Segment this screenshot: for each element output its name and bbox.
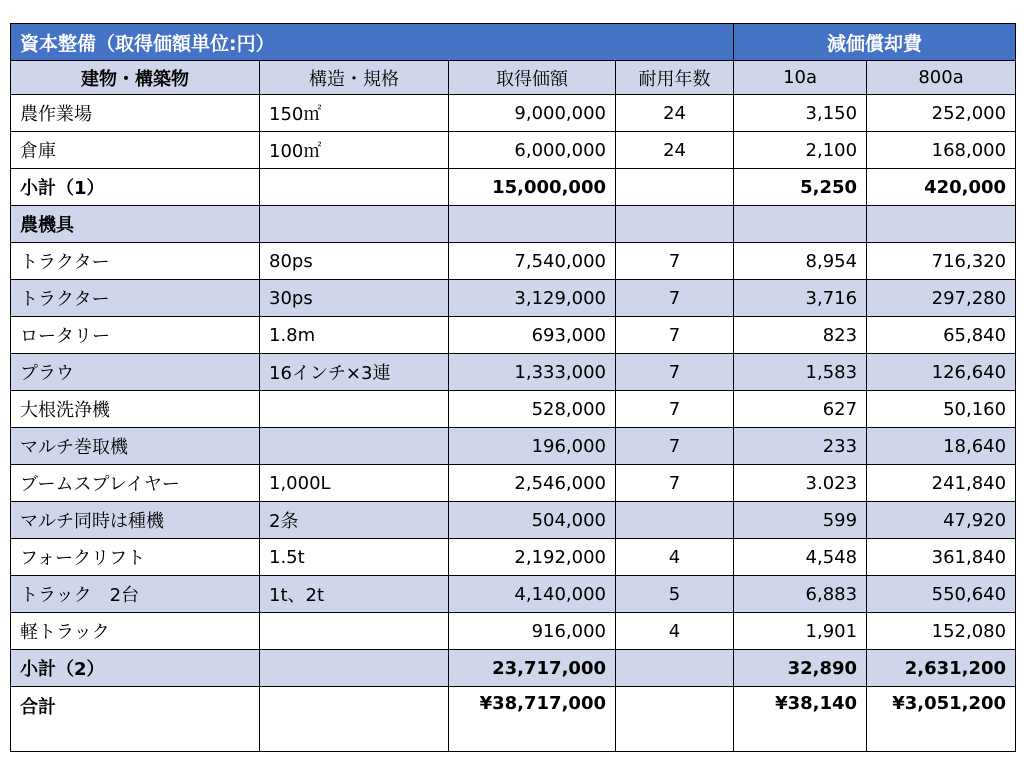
table-row [11, 354, 1016, 391]
cell-d10a: 627 [734, 391, 867, 428]
total-d800a: ¥3,051,200 [867, 687, 1016, 752]
cell-spec: 1.5t [260, 539, 449, 576]
cell-spec: 100㎡ [260, 132, 449, 169]
cell-name: ロータリー [11, 317, 260, 354]
total-years [616, 687, 734, 752]
col-header-800a: 800a [867, 61, 1016, 95]
table-row [11, 280, 1016, 317]
cell-d800a: 2,631,200 [867, 650, 1016, 687]
total-d10a: ¥38,140 [734, 687, 867, 752]
table-row [11, 169, 1016, 206]
header-row [11, 61, 1016, 95]
table-row [11, 206, 1016, 243]
cell-d800a: 550,640 [867, 576, 1016, 613]
cell-years [616, 502, 734, 539]
cell-d10a: 599 [734, 502, 867, 539]
total-spec [260, 687, 449, 752]
cell-name: 大根洗浄機 [11, 391, 260, 428]
cell-price: 6,000,000 [449, 132, 616, 169]
cell-spec [260, 391, 449, 428]
total-price: ¥38,717,000 [449, 687, 616, 752]
cell-d800a: 126,640 [867, 354, 1016, 391]
table-row [11, 576, 1016, 613]
col-header-name: 建物・構築物 [11, 61, 260, 95]
cell-price: 4,140,000 [449, 576, 616, 613]
cell-d800a [867, 206, 1016, 243]
col-header-10a: 10a [734, 61, 867, 95]
cell-d10a: 8,954 [734, 243, 867, 280]
cell-spec: 80ps [260, 243, 449, 280]
cell-price: 2,192,000 [449, 539, 616, 576]
table-row [11, 317, 1016, 354]
cell-d10a: 32,890 [734, 650, 867, 687]
cell-spec: 2条 [260, 502, 449, 539]
cell-name: 農機具 [11, 206, 260, 243]
cell-spec: 150㎡ [260, 95, 449, 132]
cell-name: ブームスプレイヤー [11, 465, 260, 502]
cell-d800a: 241,840 [867, 465, 1016, 502]
cell-name: 軽トラック [11, 613, 260, 650]
cell-spec: 1.8m [260, 317, 449, 354]
cell-years: 7 [616, 465, 734, 502]
cell-years: 5 [616, 576, 734, 613]
cell-years [616, 650, 734, 687]
cell-years: 7 [616, 354, 734, 391]
cell-spec: 16インチ×3連 [260, 354, 449, 391]
table-row [11, 132, 1016, 169]
cell-price: 7,540,000 [449, 243, 616, 280]
cell-d800a: 716,320 [867, 243, 1016, 280]
cell-d800a: 47,920 [867, 502, 1016, 539]
cell-spec [260, 206, 449, 243]
cell-price: 15,000,000 [449, 169, 616, 206]
cell-years [616, 206, 734, 243]
cell-d10a: 3.023 [734, 465, 867, 502]
cell-name: トラクター [11, 280, 260, 317]
cell-spec: 1,000L [260, 465, 449, 502]
cell-d800a: 18,640 [867, 428, 1016, 465]
cell-name: 倉庫 [11, 132, 260, 169]
cell-price: 916,000 [449, 613, 616, 650]
cell-d800a: 252,000 [867, 95, 1016, 132]
cell-name: フォークリフト [11, 539, 260, 576]
cell-d800a: 65,840 [867, 317, 1016, 354]
cell-price: 3,129,000 [449, 280, 616, 317]
cell-spec: 1t、2t [260, 576, 449, 613]
table-row [11, 650, 1016, 687]
cell-d10a [734, 206, 867, 243]
cell-d10a: 3,150 [734, 95, 867, 132]
cell-d10a: 1,583 [734, 354, 867, 391]
cell-price: 528,000 [449, 391, 616, 428]
total-row [11, 687, 1016, 752]
cell-d10a: 1,901 [734, 613, 867, 650]
table-row [11, 243, 1016, 280]
capital-table [10, 23, 1016, 752]
table-row [11, 613, 1016, 650]
cell-d10a: 823 [734, 317, 867, 354]
total-name: 合計 [11, 687, 260, 752]
cell-years: 7 [616, 391, 734, 428]
cell-years: 24 [616, 132, 734, 169]
cell-name: マルチ同時は種機 [11, 502, 260, 539]
table-row [11, 465, 1016, 502]
col-header-years: 耐用年数 [616, 61, 734, 95]
cell-years: 24 [616, 95, 734, 132]
cell-name: 農作業場 [11, 95, 260, 132]
cell-spec [260, 650, 449, 687]
depreciation-title: 減価償却費 [734, 24, 1016, 61]
cell-years: 7 [616, 428, 734, 465]
cell-price: 693,000 [449, 317, 616, 354]
cell-d800a: 361,840 [867, 539, 1016, 576]
table-title: 資本整備（取得価額単位:円） [11, 24, 734, 61]
cell-name: マルチ巻取機 [11, 428, 260, 465]
cell-years: 7 [616, 280, 734, 317]
cell-spec [260, 613, 449, 650]
cell-name: トラック 2台 [11, 576, 260, 613]
cell-d10a: 2,100 [734, 132, 867, 169]
table-row [11, 95, 1016, 132]
col-header-spec: 構造・規格 [260, 61, 449, 95]
cell-d10a: 5,250 [734, 169, 867, 206]
cell-years [616, 169, 734, 206]
cell-price: 1,333,000 [449, 354, 616, 391]
cell-years: 7 [616, 317, 734, 354]
col-header-price: 取得価額 [449, 61, 616, 95]
cell-d800a: 297,280 [867, 280, 1016, 317]
cell-years: 4 [616, 539, 734, 576]
table-row [11, 428, 1016, 465]
cell-d800a: 168,000 [867, 132, 1016, 169]
cell-spec: 30ps [260, 280, 449, 317]
cell-price: 23,717,000 [449, 650, 616, 687]
cell-d800a: 50,160 [867, 391, 1016, 428]
cell-d10a: 3,716 [734, 280, 867, 317]
cell-years: 7 [616, 243, 734, 280]
table-row [11, 502, 1016, 539]
table-row [11, 391, 1016, 428]
cell-d10a: 233 [734, 428, 867, 465]
cell-d10a: 6,883 [734, 576, 867, 613]
cell-price: 2,546,000 [449, 465, 616, 502]
cell-name: トラクター [11, 243, 260, 280]
title-row [11, 24, 1016, 61]
cell-price: 504,000 [449, 502, 616, 539]
table-row [11, 539, 1016, 576]
cell-price: 9,000,000 [449, 95, 616, 132]
cell-spec [260, 428, 449, 465]
cell-d800a: 420,000 [867, 169, 1016, 206]
cell-name: 小計（2） [11, 650, 260, 687]
cell-d800a: 152,080 [867, 613, 1016, 650]
cell-years: 4 [616, 613, 734, 650]
cell-d10a: 4,548 [734, 539, 867, 576]
cell-price [449, 206, 616, 243]
cell-name: プラウ [11, 354, 260, 391]
cell-price: 196,000 [449, 428, 616, 465]
cell-spec [260, 169, 449, 206]
cell-name: 小計（1） [11, 169, 260, 206]
